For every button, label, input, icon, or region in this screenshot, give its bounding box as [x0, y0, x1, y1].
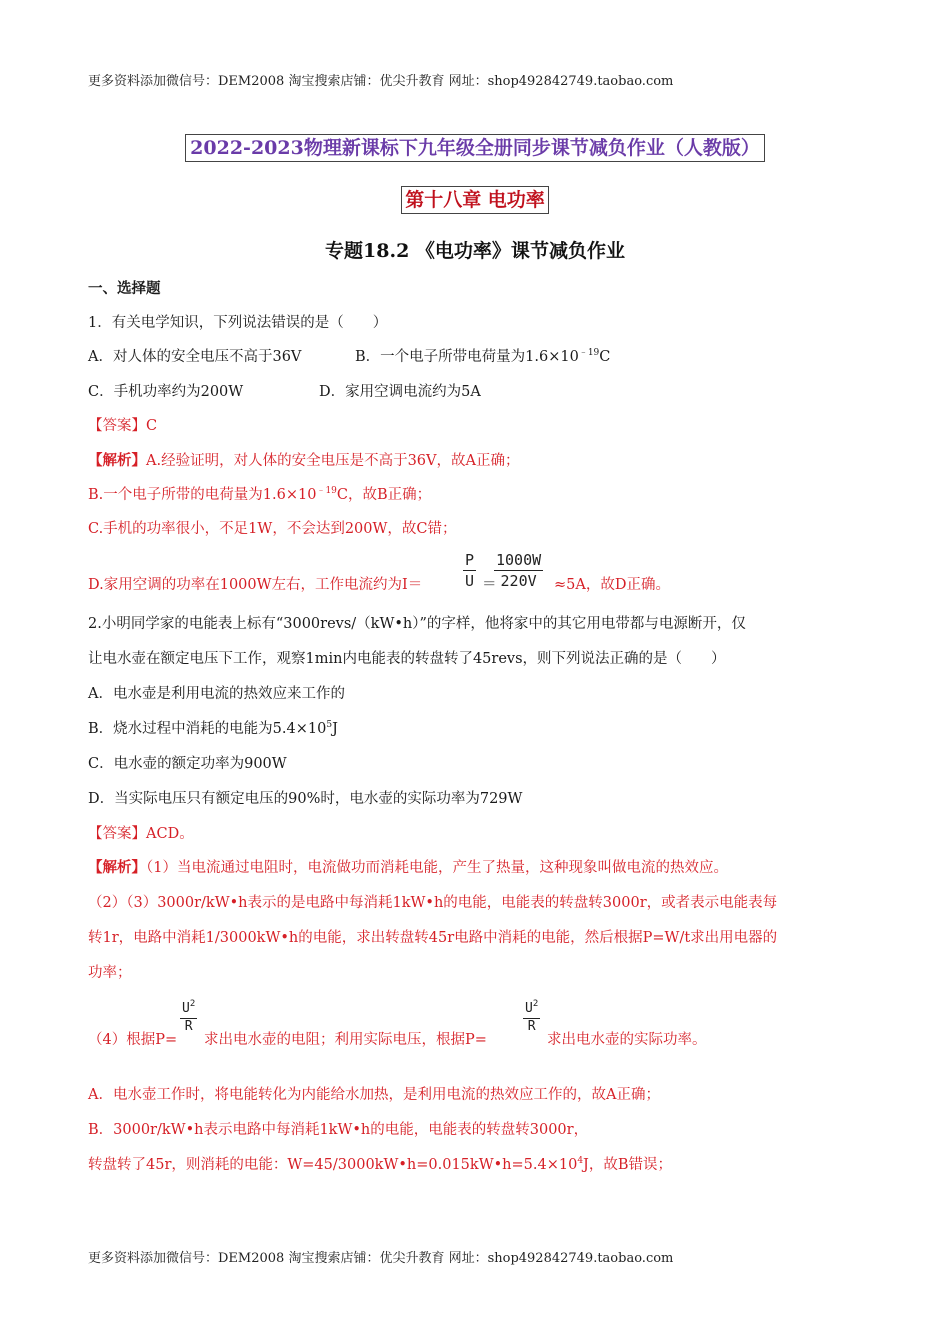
chapter-title: 第十八章 电功率	[401, 186, 549, 214]
q2-stem-line2: 让电水壶在额定电压下工作，观察1min内电能表的转盘转了45revs，则下列说法正确的是（ ）	[88, 651, 726, 667]
fraction-u2-over-r-2: $\frac{U^2}{R}$	[525, 999, 539, 1034]
q1-option-c: C．手机功率约为200W	[88, 384, 244, 400]
q2-option-d: D．当实际电压只有额定电压的90%时，电水壶的实际功率为729W	[88, 791, 523, 807]
q2-answer: 【答案】ACD。	[88, 826, 194, 842]
q2-option-b: B．烧水过程中消耗的电能为$5.4\times 10^5J$	[88, 720, 338, 737]
q1-stem: 1．有关电学知识，下列说法错误的是（ ）	[88, 315, 388, 331]
q2-explain-b1: B．3000r/kW•h表示电路中每消耗1kW•h的电能，电能表的转盘转3000r，	[88, 1122, 589, 1138]
fraction-p-over-u: $\frac{P}{U}$	[465, 551, 475, 590]
q2-analysis-4-pre: （4）根据P=	[88, 1032, 178, 1048]
chapter-title-box	[0, 186, 950, 214]
q2-option-a: A．电水壶是利用电流的热效应来工作的	[88, 686, 345, 702]
q2-option-c: C．电水壶的额定功率为900W	[88, 756, 287, 772]
q1-option-a: A．对人体的安全电压不高于36V	[88, 349, 302, 365]
topic-title: 专题18.2 《电功率》课节减负作业	[325, 240, 625, 262]
page-header: 更多资料添加微信号：DEM2008 淘宝搜索店铺：优尖升教育 网址：shop492842749.taobao.com	[88, 74, 674, 89]
q1-analysis-d-post: ≈5A，故D正确。	[554, 577, 670, 593]
q2-analysis-4-mid: 求出电水壶的电阻；利用实际电压，根据P=	[204, 1032, 487, 1048]
main-title: 2022-2023物理新课标下九年级全册同步课节减负作业（人教版）	[185, 134, 765, 162]
q1-analysis-a: 【解析】A.经验证明，对人体的安全电压是不高于36V，故A正确；	[88, 452, 520, 469]
equals-sign: ＝	[482, 577, 497, 593]
q1-option-b: B．一个电子所带电荷量为$1.6\times 10^{﹣19}C$	[355, 348, 611, 365]
q2-analysis-2b: 转1r，电路中消耗1/3000kW•h的电能，求出转盘转45r电路中消耗的电能，然后根据P=W/t求出用电器的	[88, 930, 778, 946]
section-heading: 一、选择题	[88, 280, 161, 297]
q2-analysis-1: 【解析】（1）当电流通过电阻时，电流做功而消耗电能，产生了热量，这种现象叫做电流的热效应。	[88, 859, 728, 876]
q2-explain-a: A．电水壶工作时，将电能转化为内能给水加热，是利用电流的热效应工作的，故A正确；	[88, 1087, 660, 1103]
q2-explain-b2: 转盘转了45r，则消耗的电能：$W=45/3000kW•h=0.015kW•h=5.4\times 10^4J$，故B错误；	[88, 1156, 673, 1173]
q1-analysis-c: C.手机的功率很小，不足1W，不会达到200W，故C错；	[88, 521, 457, 537]
fraction-1000w-over-220v: $\frac{1000W}{220V}$	[496, 551, 542, 590]
page-footer: 更多资料添加微信号：DEM2008 淘宝搜索店铺：优尖升教育 网址：shop492842749.taobao.com	[88, 1251, 674, 1266]
fraction-u2-over-r-1: $\frac{U^2}{R}$	[182, 999, 196, 1034]
q2-analysis-2c: 功率；	[88, 965, 132, 981]
q2-analysis-2a: （2）（3）3000r/kW•h表示的是电路中每消耗1kW•h的电能，电能表的转盘转3000r，或者表示电能表每	[88, 895, 778, 911]
q1-option-d: D．家用空调电流约为5A	[319, 384, 481, 400]
q1-analysis-b: B.一个电子所带的电荷量为$1.6\times 10^{﹣19}C$，故B正确；	[88, 486, 432, 503]
q2-analysis-4-post: 求出电水壶的实际功率。	[547, 1032, 707, 1048]
q1-analysis-d-pre: D.家用空调的功率在1000W左右，工作电流约为I＝	[88, 577, 423, 593]
q1-answer: 【答案】C	[88, 418, 158, 434]
main-title-box	[0, 134, 950, 162]
q2-stem-line1: 2.小明同学家的电能表上标有“3000revs/（kW•h）”的字样，他将家中的其它用电带都与电源断开，仅	[88, 616, 746, 632]
